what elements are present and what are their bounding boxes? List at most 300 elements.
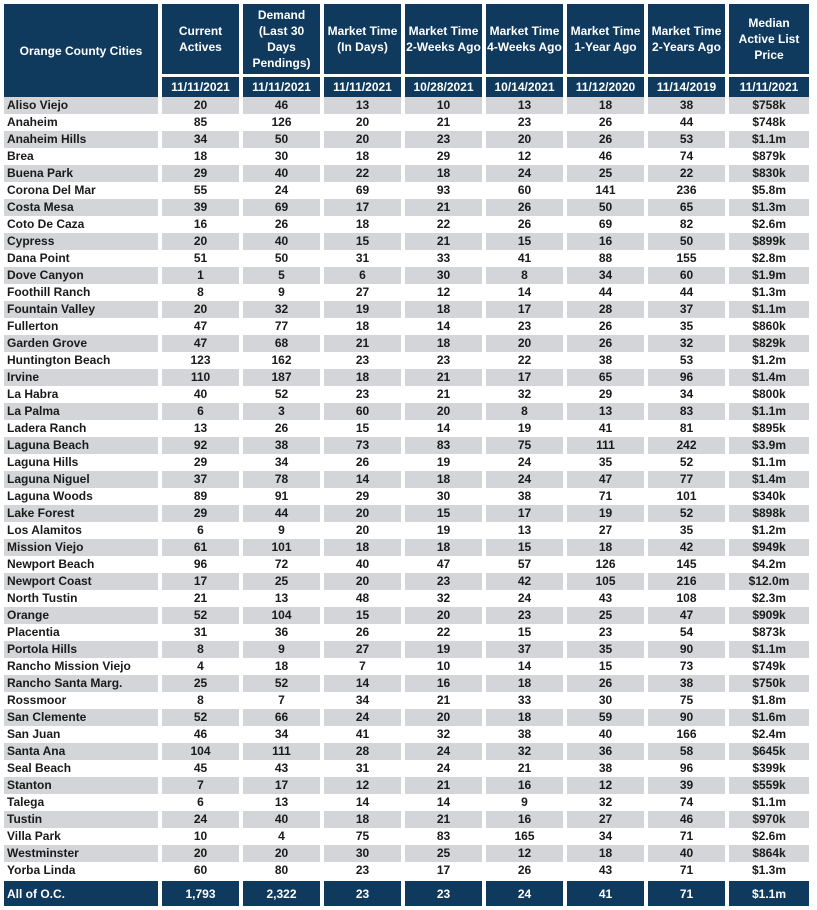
header-row-titles <box>4 4 809 74</box>
value-cell: 39 <box>162 199 243 216</box>
value-cell: 145 <box>648 556 729 573</box>
value-cell: 155 <box>648 250 729 267</box>
value-cell: 25 <box>243 573 324 590</box>
value-cell: 20 <box>324 522 405 539</box>
value-cell: 18 <box>324 148 405 165</box>
value-cell: 23 <box>486 318 567 335</box>
value-cell: 58 <box>648 743 729 760</box>
total-value-cell: 41 <box>567 879 648 906</box>
value-cell: 28 <box>567 301 648 318</box>
table-row <box>4 862 809 879</box>
value-cell: 50 <box>243 250 324 267</box>
total-value-cell: $1.1m <box>729 879 809 906</box>
table-row <box>4 539 809 556</box>
value-cell: 12 <box>324 777 405 794</box>
value-cell: 69 <box>324 182 405 199</box>
table-row <box>4 590 809 607</box>
value-cell: 15 <box>324 233 405 250</box>
value-cell: 141 <box>567 182 648 199</box>
column-date: 11/11/2021 <box>162 74 243 97</box>
value-cell: 32 <box>243 301 324 318</box>
value-cell: 52 <box>648 454 729 471</box>
city-name-cell: Anaheim Hills <box>4 131 162 148</box>
value-cell: 30 <box>405 267 486 284</box>
value-cell: 41 <box>486 250 567 267</box>
value-cell: 14 <box>405 420 486 437</box>
city-name-cell: Stanton <box>4 777 162 794</box>
value-cell: 18 <box>405 471 486 488</box>
value-cell: $559k <box>729 777 809 794</box>
value-cell: $879k <box>752 149 786 163</box>
city-name-cell: Rossmoor <box>4 692 162 709</box>
value-cell: 101 <box>243 539 324 556</box>
value-cell: 20 <box>486 335 567 352</box>
value-cell: 60 <box>162 862 243 879</box>
column-date: 10/14/2021 <box>486 74 567 97</box>
value-cell: 20 <box>243 845 324 862</box>
value-cell: $1.9m <box>729 267 809 284</box>
column-date: 11/14/2019 <box>648 74 729 97</box>
table-row <box>4 726 809 743</box>
value-cell: 32 <box>405 590 486 607</box>
value-cell: 9 <box>486 794 567 811</box>
value-cell: 15 <box>405 505 486 522</box>
value-cell: 29 <box>324 488 405 505</box>
value-cell: 40 <box>648 845 729 862</box>
value-cell: 34 <box>324 692 405 709</box>
value-cell: 21 <box>405 692 486 709</box>
value-cell: $860k <box>752 319 786 333</box>
value-cell: 27 <box>567 811 648 828</box>
column-date: 11/12/2020 <box>567 74 648 97</box>
value-cell: 29 <box>162 454 243 471</box>
value-cell: 23 <box>324 862 405 879</box>
total-value-cell: 23 <box>324 879 405 906</box>
column-date: 11/11/2021 <box>324 74 405 97</box>
table-row <box>4 352 809 369</box>
value-cell: 15 <box>486 233 567 250</box>
orange-county-market-table <box>4 4 809 906</box>
value-cell: 17 <box>486 301 567 318</box>
value-cell: 10 <box>405 658 486 675</box>
value-cell: 19 <box>405 641 486 658</box>
value-cell: 59 <box>567 709 648 726</box>
value-cell: 96 <box>648 369 729 386</box>
value-cell: $1.1m <box>729 301 809 318</box>
value-cell: 90 <box>648 641 729 658</box>
value-cell: 89 <box>162 488 243 505</box>
value-cell: 60 <box>648 267 729 284</box>
value-cell: 71 <box>567 488 648 505</box>
value-cell: $340k <box>752 489 786 503</box>
value-cell: 17 <box>405 862 486 879</box>
value-cell: 26 <box>486 216 567 233</box>
value-cell: 8 <box>162 284 243 301</box>
value-cell: 6 <box>162 403 243 420</box>
value-cell: $895k <box>752 421 786 435</box>
value-cell: 18 <box>324 811 405 828</box>
value-cell: $873k <box>752 625 786 639</box>
city-name-cell: Laguna Beach <box>4 437 162 454</box>
value-cell: 51 <box>162 250 243 267</box>
value-cell: 40 <box>324 556 405 573</box>
value-cell: 14 <box>324 675 405 692</box>
value-cell: 32 <box>486 743 567 760</box>
value-cell: 30 <box>567 692 648 709</box>
city-name-cell: Laguna Niguel <box>4 471 162 488</box>
value-cell: 1 <box>162 267 243 284</box>
city-name-cell: Fullerton <box>4 318 162 335</box>
value-cell: 6 <box>162 522 243 539</box>
value-cell: 27 <box>567 522 648 539</box>
value-cell: 21 <box>324 335 405 352</box>
value-cell: 53 <box>648 131 729 148</box>
value-cell: 38 <box>486 488 567 505</box>
value-cell: 36 <box>567 743 648 760</box>
value-cell: 34 <box>648 386 729 403</box>
value-cell: 41 <box>567 420 648 437</box>
value-cell: 36 <box>243 624 324 641</box>
city-name-cell: Villa Park <box>4 828 162 845</box>
value-cell: 47 <box>405 556 486 573</box>
value-cell: 236 <box>648 182 729 199</box>
value-cell: 43 <box>243 760 324 777</box>
value-cell: 18 <box>324 369 405 386</box>
value-cell: 34 <box>243 726 324 743</box>
column-header: Demand (Last 30 Days Pendings) <box>243 4 324 74</box>
value-cell: 26 <box>324 454 405 471</box>
value-cell: 40 <box>162 386 243 403</box>
value-cell: $3.9m <box>729 437 809 454</box>
value-cell: 13 <box>486 97 567 114</box>
value-cell: 3 <box>243 403 324 420</box>
value-cell: 20 <box>324 131 405 148</box>
value-cell: 23 <box>405 131 486 148</box>
value-cell: 90 <box>648 709 729 726</box>
table-row <box>4 522 809 539</box>
table-row <box>4 420 809 437</box>
value-cell: 21 <box>162 590 243 607</box>
value-cell: 60 <box>486 182 567 199</box>
value-cell: 68 <box>243 335 324 352</box>
value-cell: 20 <box>405 709 486 726</box>
city-name-cell: Costa Mesa <box>4 199 162 216</box>
city-name-cell: Buena Park <box>4 165 162 182</box>
value-cell: 34 <box>162 131 243 148</box>
table-row <box>4 828 809 845</box>
table-row <box>4 284 809 301</box>
value-cell: 52 <box>648 505 729 522</box>
total-row <box>4 879 809 906</box>
value-cell: 16 <box>486 777 567 794</box>
table-row <box>4 454 809 471</box>
value-cell: 20 <box>405 607 486 624</box>
value-cell: $1.1m <box>729 403 809 420</box>
value-cell: 187 <box>243 369 324 386</box>
value-cell: 23 <box>324 386 405 403</box>
city-name-cell: Anaheim <box>4 114 162 131</box>
column-header: Current Actives <box>162 4 243 74</box>
value-cell: 19 <box>324 301 405 318</box>
value-cell: 21 <box>405 386 486 403</box>
column-header: Market Time 2-Years Ago <box>648 4 729 74</box>
value-cell: 20 <box>324 505 405 522</box>
table-row <box>4 182 809 199</box>
table-row <box>4 386 809 403</box>
value-cell: $2.6m <box>751 829 787 843</box>
value-cell: 75 <box>324 828 405 845</box>
value-cell: 15 <box>486 624 567 641</box>
value-cell: $758k <box>729 97 809 114</box>
city-name-cell: Seal Beach <box>4 760 162 777</box>
city-name-cell: San Juan <box>4 726 162 743</box>
value-cell: $949k <box>729 539 809 556</box>
value-cell: 29 <box>405 148 486 165</box>
value-cell: 18 <box>567 97 648 114</box>
value-cell: 23 <box>324 352 405 369</box>
value-cell: 82 <box>648 216 729 233</box>
value-cell: 21 <box>405 199 486 216</box>
value-cell: 162 <box>243 352 324 369</box>
value-cell: 23 <box>405 352 486 369</box>
value-cell: $5.8m <box>751 183 787 197</box>
value-cell: 22 <box>648 165 729 182</box>
value-cell: 111 <box>243 743 324 760</box>
value-cell: 31 <box>162 624 243 641</box>
value-cell: 85 <box>162 114 243 131</box>
value-cell: 242 <box>648 437 729 454</box>
city-name-cell: Coto De Caza <box>4 216 162 233</box>
value-cell: 26 <box>567 131 648 148</box>
value-cell: 77 <box>648 471 729 488</box>
value-cell: $909k <box>729 607 809 624</box>
value-cell: $4.2m <box>751 557 787 571</box>
value-cell: 23 <box>567 624 648 641</box>
value-cell: 9 <box>243 641 324 658</box>
value-cell: 110 <box>162 369 243 386</box>
value-cell: 38 <box>648 97 729 114</box>
value-cell: 38 <box>567 760 648 777</box>
table-row <box>4 488 809 505</box>
table-row <box>4 556 809 573</box>
city-name-cell: Garden Grove <box>4 335 162 352</box>
city-name-cell: Dove Canyon <box>4 267 162 284</box>
value-cell: 55 <box>162 182 243 199</box>
value-cell: 44 <box>567 284 648 301</box>
value-cell: 21 <box>405 811 486 828</box>
value-cell: 25 <box>567 607 648 624</box>
value-cell: 46 <box>162 726 243 743</box>
value-cell: 80 <box>243 862 324 879</box>
value-cell: 15 <box>324 420 405 437</box>
value-cell: 166 <box>648 726 729 743</box>
column-header: Market Time (In Days) <box>324 4 405 74</box>
value-cell: 83 <box>648 403 729 420</box>
value-cell: 20 <box>405 403 486 420</box>
city-name-cell: Ladera Ranch <box>4 420 162 437</box>
value-cell: 40 <box>243 811 324 828</box>
total-label-cell: All of O.C. <box>4 879 162 906</box>
value-cell: 35 <box>648 522 729 539</box>
value-cell: 29 <box>567 386 648 403</box>
value-cell: 83 <box>405 437 486 454</box>
value-cell: 91 <box>243 488 324 505</box>
city-name-cell: Santa Ana <box>4 743 162 760</box>
value-cell: 16 <box>405 675 486 692</box>
value-cell: 16 <box>162 216 243 233</box>
value-cell: 47 <box>648 607 729 624</box>
value-cell: 26 <box>567 675 648 692</box>
value-cell: 37 <box>486 641 567 658</box>
value-cell: 22 <box>486 352 567 369</box>
value-cell: 8 <box>486 403 567 420</box>
table-row <box>4 335 809 352</box>
value-cell: 13 <box>243 794 324 811</box>
value-cell: 12 <box>405 284 486 301</box>
value-cell: 45 <box>162 760 243 777</box>
value-cell: $645k <box>729 743 809 760</box>
value-cell: 26 <box>486 199 567 216</box>
value-cell: 18 <box>243 658 324 675</box>
value-cell: 108 <box>648 590 729 607</box>
total-value-cell: 1,793 <box>162 879 243 906</box>
total-value-cell: 71 <box>648 879 729 906</box>
value-cell: 35 <box>648 318 729 335</box>
value-cell: 14 <box>324 794 405 811</box>
value-cell: 13 <box>324 97 405 114</box>
value-cell: 18 <box>324 318 405 335</box>
value-cell: 46 <box>648 811 729 828</box>
value-cell: 18 <box>405 301 486 318</box>
value-cell: $1.1m <box>729 641 809 658</box>
value-cell: 19 <box>486 420 567 437</box>
value-cell: 27 <box>324 284 405 301</box>
value-cell: $1.3m <box>751 285 787 299</box>
city-name-cell: Laguna Woods <box>4 488 162 505</box>
value-cell: 53 <box>648 352 729 369</box>
value-cell: 20 <box>162 301 243 318</box>
value-cell: 32 <box>405 726 486 743</box>
value-cell: $830k <box>729 165 809 182</box>
table-row <box>4 233 809 250</box>
value-cell: $864k <box>729 845 809 862</box>
value-cell: 50 <box>648 233 729 250</box>
value-cell: 111 <box>567 437 648 454</box>
value-cell: $1.3m <box>729 199 809 216</box>
value-cell: 47 <box>567 471 648 488</box>
value-cell: 26 <box>324 624 405 641</box>
value-cell: $2.8m <box>751 251 787 265</box>
column-date: 10/28/2021 <box>405 74 486 97</box>
value-cell: 18 <box>567 845 648 862</box>
column-header-city: Orange County Cities <box>4 4 162 97</box>
table-row <box>4 318 809 335</box>
value-cell: $970k <box>729 811 809 828</box>
table-row <box>4 743 809 760</box>
value-cell: 48 <box>324 590 405 607</box>
city-name-cell: Los Alamitos <box>4 522 162 539</box>
value-cell: $1.4m <box>729 369 809 386</box>
total-value-cell: 2,322 <box>243 879 324 906</box>
value-cell: 34 <box>567 267 648 284</box>
table-row <box>4 675 809 692</box>
value-cell: 47 <box>162 318 243 335</box>
value-cell: 88 <box>567 250 648 267</box>
table-row <box>4 709 809 726</box>
table-row <box>4 573 809 590</box>
value-cell: 22 <box>324 165 405 182</box>
value-cell: 14 <box>486 658 567 675</box>
value-cell: 126 <box>567 556 648 573</box>
value-cell: 23 <box>486 114 567 131</box>
value-cell: 71 <box>648 862 729 879</box>
column-header: Market Time 2-Weeks Ago <box>405 4 486 74</box>
value-cell: 52 <box>162 709 243 726</box>
value-cell: 57 <box>486 556 567 573</box>
value-cell: 126 <box>243 114 324 131</box>
value-cell: 17 <box>324 199 405 216</box>
value-cell: 22 <box>405 624 486 641</box>
value-cell: 74 <box>648 794 729 811</box>
value-cell: $1.2m <box>751 353 787 367</box>
value-cell: 42 <box>648 539 729 556</box>
value-cell: 17 <box>486 505 567 522</box>
value-cell: 6 <box>162 794 243 811</box>
value-cell: $1.2m <box>751 523 787 537</box>
value-cell: 19 <box>405 522 486 539</box>
value-cell: 35 <box>567 454 648 471</box>
column-date: 11/11/2021 <box>243 74 324 97</box>
value-cell: 38 <box>243 437 324 454</box>
value-cell: 83 <box>405 828 486 845</box>
table-row <box>4 624 809 641</box>
value-cell: $2.4m <box>751 727 787 741</box>
value-cell: 6 <box>324 267 405 284</box>
table-row <box>4 760 809 777</box>
table-row <box>4 131 809 148</box>
value-cell: 18 <box>162 148 243 165</box>
value-cell: 7 <box>243 692 324 709</box>
value-cell: 24 <box>405 760 486 777</box>
value-cell: 4 <box>243 828 324 845</box>
value-cell: 39 <box>648 777 729 794</box>
value-cell: 46 <box>243 97 324 114</box>
value-cell: 5 <box>243 267 324 284</box>
value-cell: 43 <box>567 862 648 879</box>
value-cell: 41 <box>324 726 405 743</box>
value-cell: 20 <box>162 233 243 250</box>
value-cell: 8 <box>162 641 243 658</box>
value-cell: 12 <box>567 777 648 794</box>
value-cell: 69 <box>567 216 648 233</box>
city-name-cell: Lake Forest <box>4 505 162 522</box>
table-row <box>4 658 809 675</box>
value-cell: 22 <box>405 216 486 233</box>
value-cell: 26 <box>243 216 324 233</box>
value-cell: 24 <box>405 743 486 760</box>
value-cell: 26 <box>486 862 567 879</box>
value-cell: 69 <box>243 199 324 216</box>
value-cell: 23 <box>486 607 567 624</box>
city-name-cell: Foothill Ranch <box>4 284 162 301</box>
value-cell: 24 <box>486 471 567 488</box>
value-cell: $800k <box>752 387 786 401</box>
value-cell: 26 <box>567 114 648 131</box>
value-cell: 77 <box>243 318 324 335</box>
table-row <box>4 250 809 267</box>
value-cell: 9 <box>243 522 324 539</box>
value-cell: 35 <box>567 641 648 658</box>
